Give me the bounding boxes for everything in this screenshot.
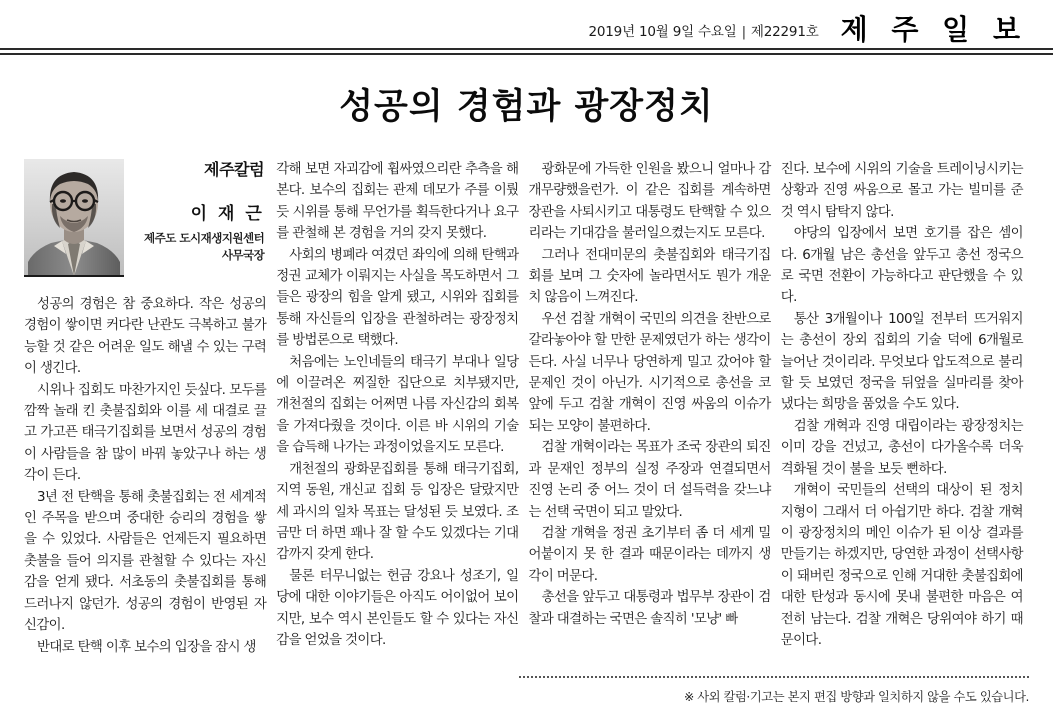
paragraph: 검찰 개혁과 진영 대립이라는 광장정치는 이미 강을 건넜고, 총선이 다가올수록 더욱 격화될 것이 불을 보듯 뻔하다.	[780, 418, 1023, 477]
paragraph: 개혁이 국민들의 선택의 대상이 된 정치 지형이 그래서 더 아쉽기만 하다. 검찰 개혁이 광장정치의 메인 이슈가 된 이상 결과를 만들기는 하겠지만, 당연한 과정이 선택사항이 돼버린 정국으로 인해 거대한 촛불집회에 대한 탄성과 동시에 못내 불편한 마음은 여전히 남는다. 검찰 개혁은 당위여야 하기 때문이다.	[780, 483, 1023, 648]
paragraph: 물론 터무니없는 헌금 강요나 성조기, 일당에 대한 이야기들은 아직도 어이없어 보이지만, 보수 역시 본인들도 할 수 있다는 자신감을 얻었을 것이다.	[276, 568, 519, 648]
article-column-4	[781, 159, 1029, 679]
footer	[24, 676, 1029, 705]
headline-area	[24, 55, 1029, 159]
article-columns	[24, 159, 1029, 679]
masthead-divider	[0, 48, 1053, 55]
author-block	[24, 159, 266, 284]
issue-line	[589, 20, 819, 44]
paragraph: 총선을 앞두고 대통령과 법무부 장관이 검찰과 대결하는 국면은 솔직히 '모냥' 빠	[528, 590, 771, 627]
paragraph: 진다. 보수에 시위의 기술을 트레이닝시키는 상황과 진영 싸움으로 몰고 가는 빌미를 준 것 역시 탐탁지 않다.	[780, 162, 1023, 220]
paragraph: 성공의 경험은 참 중요하다. 작은 성공의 경험이 쌓이면 커다란 난관도 극복하고 불가능할 것 같은 어려운 일도 해낼 수 있는 구력이 생긴다.	[24, 297, 267, 377]
paragraph: 광화문에 가득한 인원을 봤으니 얼마나 감개무량했을런가. 이 같은 집회를 계속하면 장관을 사퇴시키고 대통령도 탄핵할 수 있으리라는 기대감을 불러일으켰는지도 모른다.	[528, 162, 771, 242]
article-column-2	[276, 159, 524, 679]
column-kicker: 제주칼럼	[204, 160, 265, 179]
author-title: 사무국장	[221, 247, 265, 262]
issue-separator: |	[741, 24, 746, 40]
paragraph: 개천절의 광화문집회를 통해 태극기집회, 지역 동원, 개신교 집회 등 입장은 달랐지만 세 과시의 일차 목표는 달성된 듯 보였다. 조금만 더 하면 꽤나 잘 할 수도 있겠다는 기대감까지 갖게 한다.	[276, 461, 519, 563]
paragraph: 처음에는 노인네들의 태극기 부대나 일당에 이끌려온 찌질한 집단으로 치부됐지만, 개천절의 집회는 어쩌면 나름 자신감의 회복을 가져다줬을 것이다. 이른 바 시위의 기술을 습득해 나가는 과정이었을지도 모른다.	[276, 354, 519, 456]
footer-divider	[519, 676, 1029, 678]
paragraph: 야당의 입장에서 보면 호기를 잡은 셈이다. 6개월 남은 총선을 앞두고 총선 정국으로 국면 전환이 가능하다고 판단했을 수 있다.	[780, 226, 1023, 306]
paragraph: 그러나 전대미문의 촛불집회와 태극기집회를 보며 그 숫자에 놀라면서도 뭔가 개운치 않음이 느껴진다.	[528, 247, 771, 306]
paragraph: 사회의 병폐라 여겼던 좌익에 의해 탄핵과 정권 교체가 이뤄지는 사실을 목도하면서 그들은 광장의 힘을 알게 됐고, 시위와 집회를 통해 자신들의 입장을 관철하려는 광장정치를 방법론으로 택했다.	[276, 247, 519, 349]
publication-date: 2019년 10월 9일 수요일	[588, 24, 737, 40]
footer-disclaimer: ※ 사외 칼럼·기고는 본지 편집 방향과 일치하지 않을 수도 있습니다.	[683, 690, 1029, 704]
issue-number: 제22291호	[750, 24, 819, 40]
paragraph: 검찰 개혁을 정권 초기부터 좀 더 세게 밀어붙이지 못 한 결과 때문이라는 데까지 생각이 머문다.	[528, 525, 771, 584]
article-column-1	[24, 159, 272, 679]
author-affiliation: 제주도 도시재생지원센터	[144, 231, 265, 246]
author-portrait	[24, 159, 124, 277]
paragraph: 반대로 탄핵 이후 보수의 입장을 잠시 생	[37, 639, 256, 655]
newspaper-logo[interactable]: 제 주 일 보	[840, 13, 1027, 46]
author-meta	[132, 159, 266, 264]
article-column-3	[529, 159, 777, 679]
paragraph: 3년 전 탄핵을 통해 촛불집회는 전 세계적인 주목을 받으며 중대한 승리의 경험을 쌓을 수 있었다. 사람들은 언제든지 필요하면 촛불을 들어 의지를 관철할 수 있다는 자신감을 얻게 됐다. 서초동의 촛불집회를 통해 드러나지 않던가. 성공의 경험이 반영된 자신감이.	[24, 489, 267, 634]
paragraph: 우선 검찰 개혁이 국민의 의견을 찬반으로 갈라놓아야 할 만한 문제였던가 하는 생각이 든다. 사실 너무나 당연하게 밀고 갔어야 할 문제인 것이 아닌가. 시기적으로 총선을 코앞에 두고 검찰 개혁이 진영 싸움의 이슈가 되는 모양이 불편하다.	[528, 311, 771, 434]
masthead	[24, 0, 1029, 48]
author-name: 이 재 근	[190, 203, 265, 224]
paragraph: 각해 보면 자괴감에 휩싸였으리란 추측을 해 본다. 보수의 집회는 관제 데모가 주를 이뤘듯 시위를 통해 무언가를 획득한다거나 요구를 관철해 본 경험을 거의 갖지 못했다.	[276, 162, 519, 242]
paragraph: 시위나 집회도 마찬가지인 듯싶다. 모두를 깜짝 놀래 킨 촛불집회와 이를 세 대결로 끌고 가고픈 태극기집회를 보면서 성공의 경험이 사람들을 참 많이 바꿔 놓았구나 하는 생각이 든다.	[24, 382, 267, 484]
page-title: 성공의 경험과 광장정치	[339, 85, 714, 127]
paragraph: 검찰 개혁이라는 목표가 조국 장관의 퇴진과 문재인 정부의 실정 주장과 연결되면서 진영 논리 중 어느 것이 더 설득력을 갖느냐는 선택 국면이 되고 말았다.	[528, 440, 771, 520]
paragraph: 통산 3개월이나 100일 전부터 뜨거워지는 총선이 장외 집회의 기술 덕에 6개월로 늘어난 것이리라. 무엇보다 압도적으로 불리할 듯 보였던 정국을 뒤엎을 실마리를 찾아냈다는 희망을 품었을 수도 있다.	[780, 311, 1023, 413]
